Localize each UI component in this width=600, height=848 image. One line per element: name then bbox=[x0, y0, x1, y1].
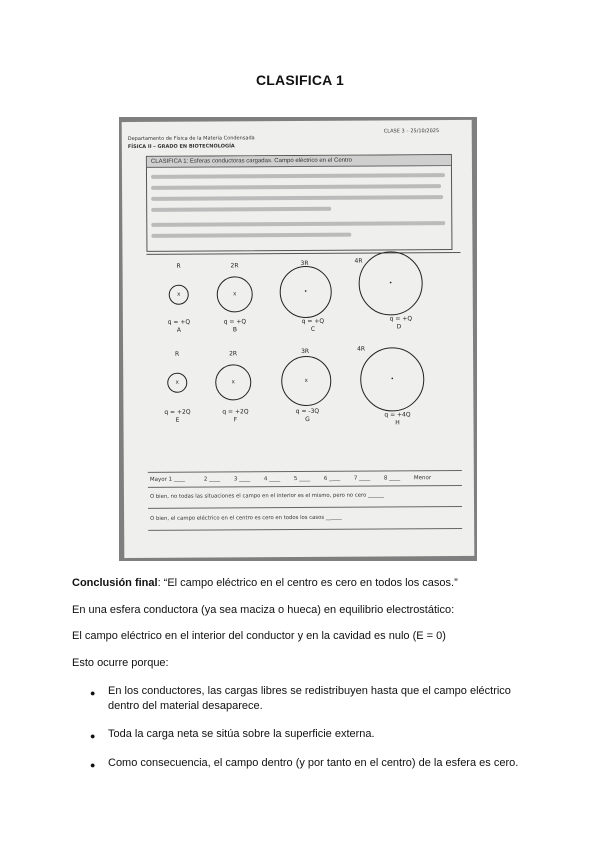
clasifica-heading: CLASIFICA 1: Esferas conductoras cargadas. Campo eléctrico en el Centro bbox=[147, 155, 451, 168]
blurred-text-line bbox=[151, 233, 351, 238]
option-1-text: O bien, no todas las situaciones el campo en el interior es el mismo, pero no cero ______ bbox=[149, 492, 384, 500]
sphere-letter: A bbox=[176, 326, 182, 334]
charge-label: q = -3Q bbox=[295, 407, 320, 416]
ranking-slot: 3 ____ bbox=[233, 476, 251, 483]
charge-label: q = +Q bbox=[301, 317, 325, 325]
blurred-text-line bbox=[151, 221, 445, 227]
header-date: CLASE 3 – 25/10/2025 bbox=[383, 128, 440, 135]
bullet-item-2: Toda la carga neta se sitúa sobre la superficie externa. bbox=[108, 728, 375, 740]
center-mark: x bbox=[177, 291, 181, 298]
option-1-line bbox=[148, 484, 462, 509]
header-course: FÍSICA II – GRADO EN BIOTECNOLOGÍA bbox=[127, 143, 235, 151]
charge-label: q = +4Q bbox=[384, 411, 411, 419]
ranking-slot: 4 ____ bbox=[263, 476, 281, 483]
ranking-slot: 8 ____ bbox=[383, 475, 401, 482]
blurred-text-line bbox=[151, 173, 445, 179]
paragraph-1: En una esfera conductora (ya sea maciza o hueca) en equilibrio electrostático: bbox=[72, 604, 455, 616]
center-mark: • bbox=[391, 376, 394, 383]
radius-label: 2R bbox=[229, 350, 238, 358]
sphere-letter: D bbox=[396, 323, 402, 331]
conclusion-label: Conclusión final bbox=[72, 577, 158, 589]
bullet-icon: ● bbox=[90, 688, 96, 698]
option-2-line bbox=[148, 506, 462, 531]
charge-label: q = +Q bbox=[223, 318, 247, 326]
ranking-slot: 2 ____ bbox=[203, 476, 221, 483]
blurred-text-line bbox=[151, 195, 443, 201]
charge-label: q = +Q bbox=[389, 315, 413, 323]
charge-label: q = +2Q bbox=[164, 408, 191, 416]
paragraph-3: Esto ocurre porque: bbox=[72, 657, 169, 669]
bullet-item-3: Como consecuencia, el campo dentro (y por tanto en el centro) de la esfera es cero. bbox=[108, 757, 519, 769]
paragraph-2: El campo eléctrico en el interior del conductor y en la cavidad es nulo (E = 0) bbox=[72, 630, 446, 642]
conclusion-paragraph bbox=[72, 577, 458, 589]
ranking-mayor: Mayor 1 ____ bbox=[149, 476, 185, 483]
radius-label: 2R bbox=[230, 262, 239, 270]
blurred-text-line bbox=[151, 207, 331, 212]
clasifica-box bbox=[146, 154, 453, 252]
radius-label: R bbox=[176, 262, 181, 270]
header-department: Departamento de Física de la Materia Condensada bbox=[127, 135, 255, 143]
charge-label: q = +Q bbox=[167, 318, 191, 326]
center-mark: • bbox=[304, 288, 307, 295]
charge-label: q = +2Q bbox=[222, 408, 249, 416]
ranking-menor: Menor bbox=[413, 475, 432, 482]
bullet-icon: ● bbox=[90, 731, 96, 741]
center-mark: x bbox=[304, 377, 308, 384]
radius-label: 3R bbox=[300, 259, 309, 267]
conclusion-text: : “El campo eléctrico en el centro es cero en todos los casos.” bbox=[157, 577, 458, 589]
sphere-letter: H bbox=[395, 419, 400, 427]
blurred-text-line bbox=[151, 184, 441, 190]
sphere-letter: E bbox=[175, 416, 180, 424]
bullet-icon: ● bbox=[90, 760, 96, 770]
bullet-item-1: En los conductores, las cargas libres se redistribuyen hasta que el campo eléctrico dentro del material desaparece. bbox=[108, 685, 511, 712]
radius-label: 3R bbox=[301, 347, 310, 355]
center-mark: x bbox=[175, 379, 179, 386]
worksheet-sheet bbox=[122, 120, 475, 558]
radius-label: 4R bbox=[354, 257, 363, 265]
sphere-letter: B bbox=[232, 326, 238, 334]
center-mark: x bbox=[233, 291, 237, 298]
page-title: CLASIFICA 1 bbox=[255, 72, 345, 88]
sphere-letter: F bbox=[233, 416, 238, 424]
radius-label: 4R bbox=[357, 345, 366, 353]
option-2-text: O bien, el campo eléctrico en el centro es cero en todos los casos ______ bbox=[150, 514, 342, 522]
ranking-slot: 6 ____ bbox=[323, 475, 341, 482]
ranking-slot: 7 ____ bbox=[353, 475, 371, 482]
sphere-letter: C bbox=[310, 325, 316, 333]
ranking-slot: 5 ____ bbox=[293, 475, 311, 483]
radius-label: R bbox=[174, 350, 180, 358]
center-mark: x bbox=[231, 379, 235, 386]
worksheet-photo bbox=[119, 117, 477, 561]
spheres-area bbox=[146, 252, 461, 455]
sphere-letter: G bbox=[305, 415, 310, 423]
center-mark: • bbox=[389, 280, 392, 287]
